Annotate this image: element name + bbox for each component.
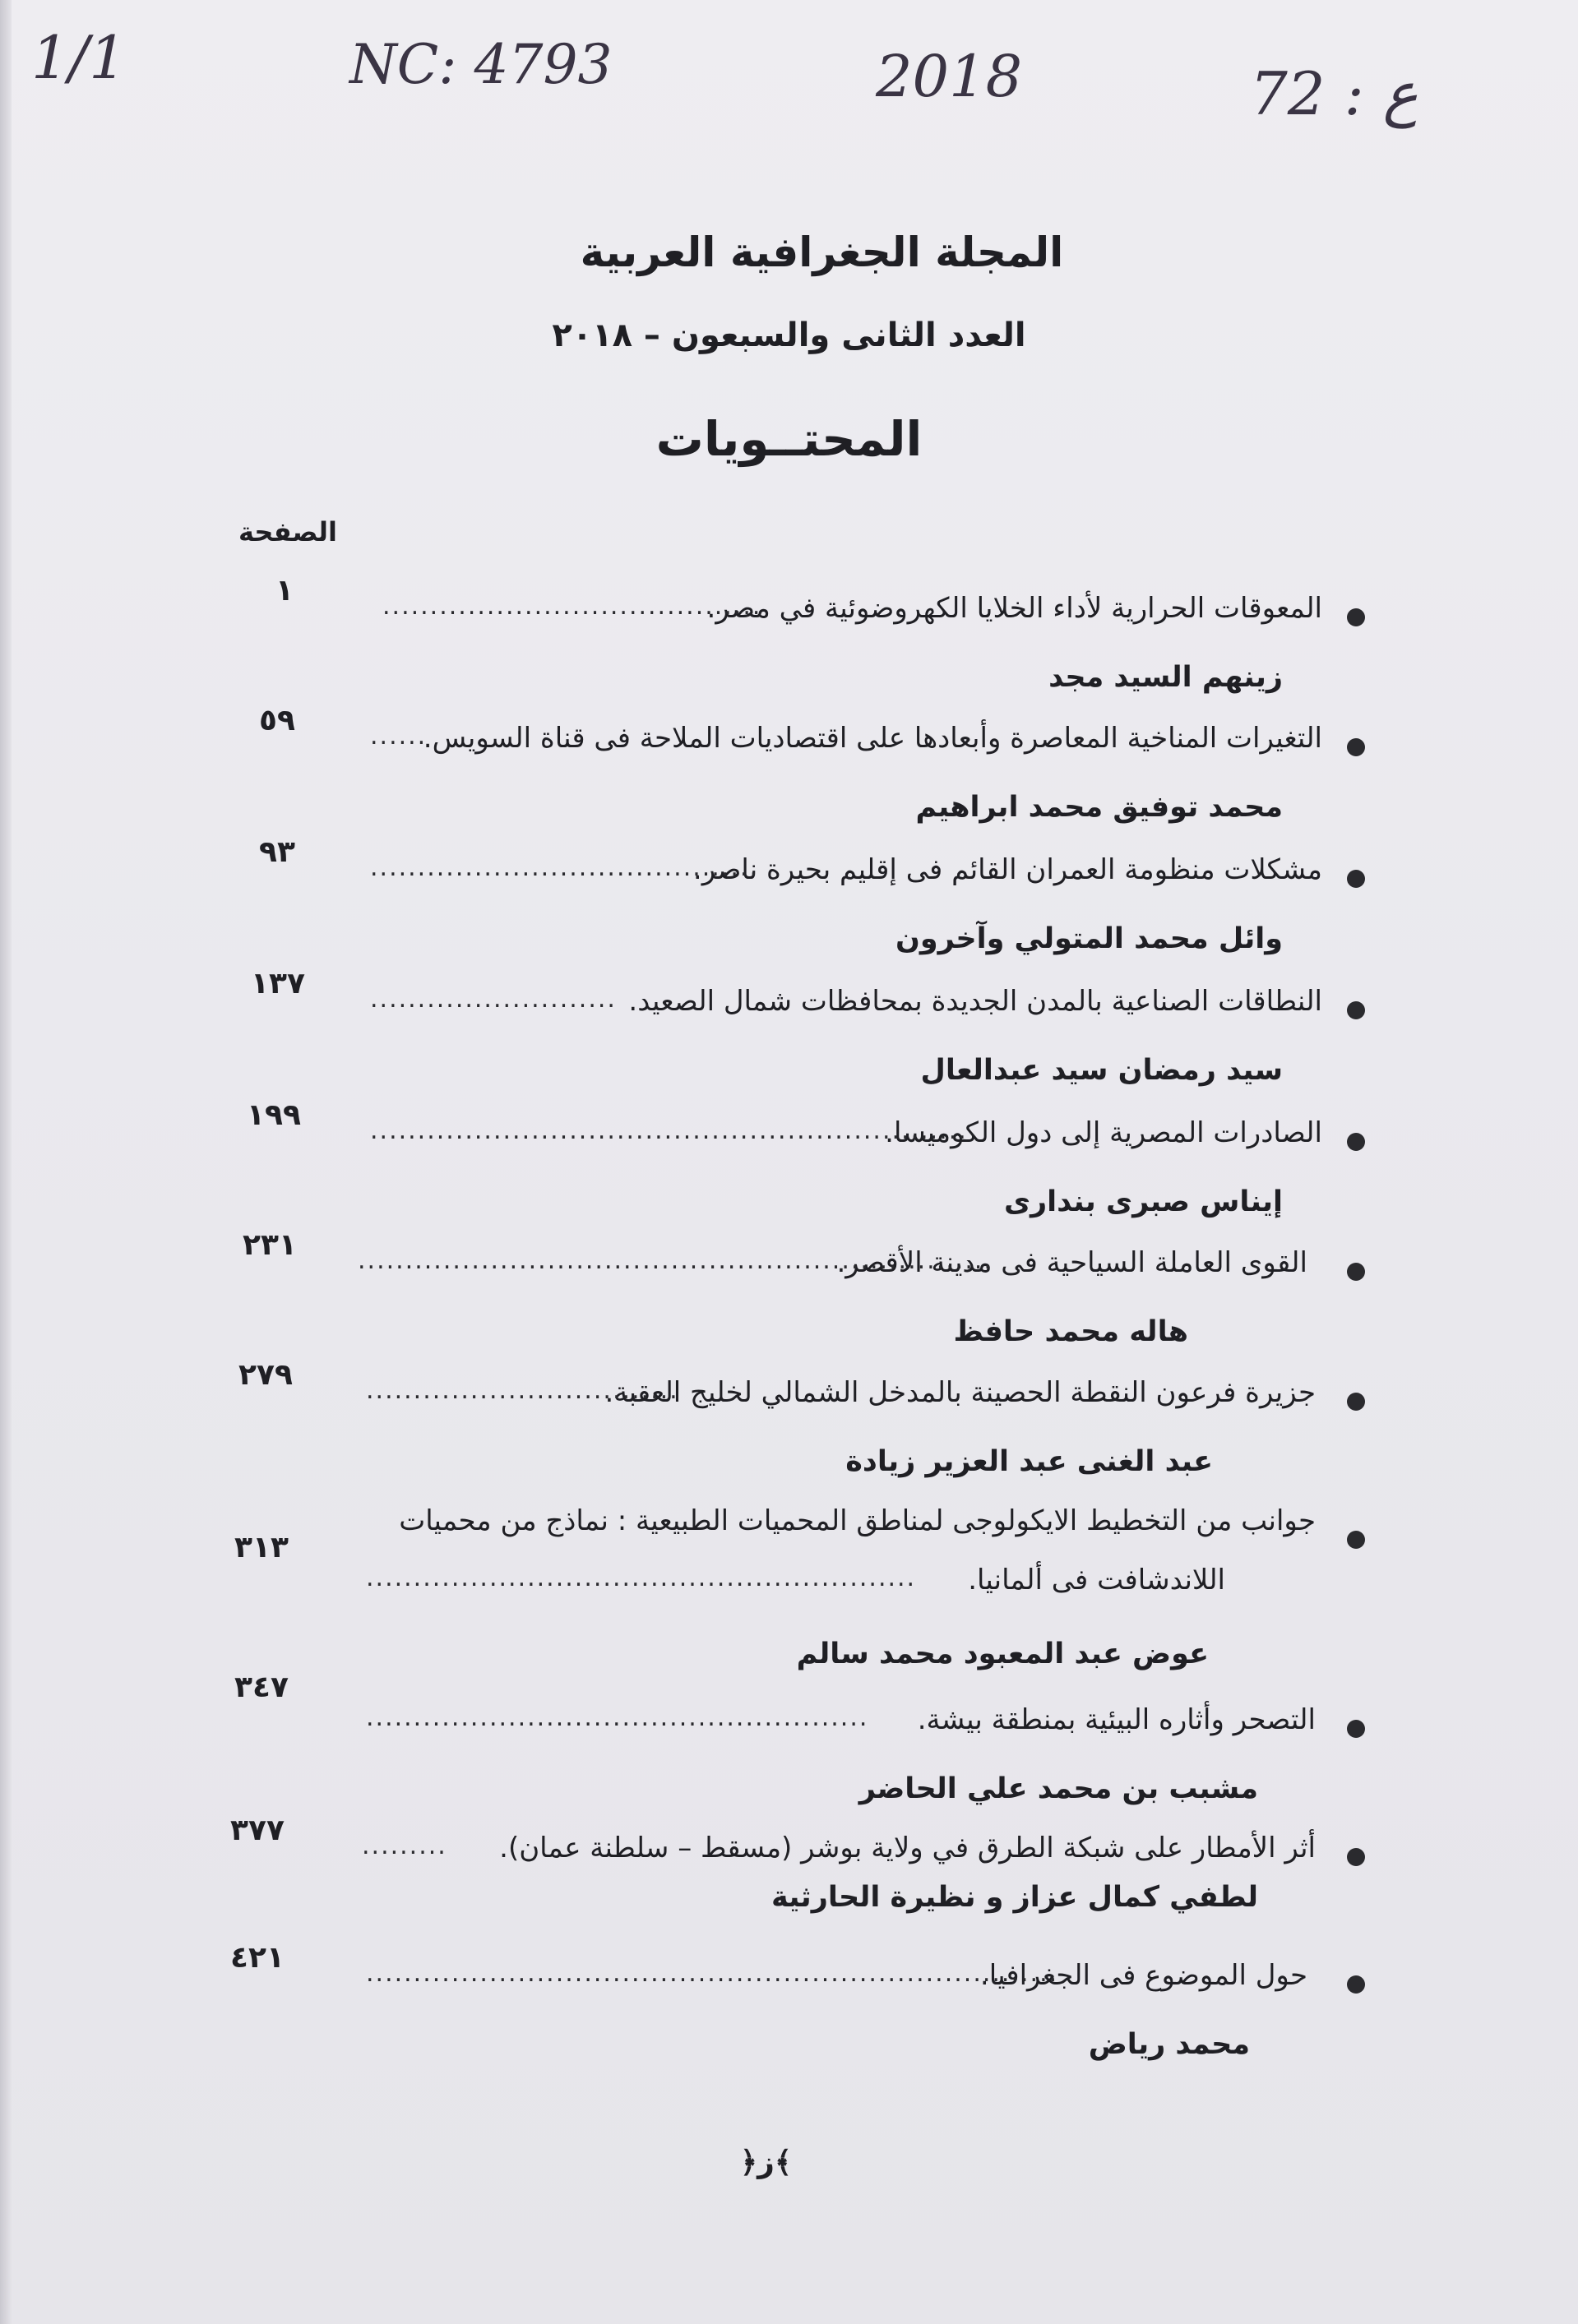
entry-title: التغيرات المناخية المعاصرة وأبعادها على اقتصاديات الملاحة فى قناة السويس. <box>423 722 1322 755</box>
entry-page-number: ٣١٣ <box>234 1531 289 1564</box>
page-column-label: الصفحة <box>238 516 338 548</box>
entry-author: وائل محمد المتولي وآخرون <box>895 922 1283 955</box>
handwritten-nc-number: NC: 4793 <box>349 33 613 96</box>
dot-leader: ......................................................................... <box>366 1959 1059 1988</box>
entry-title: النطاقات الصناعية بالمدن الجديدة بمحافظات شمال الصعيد. <box>628 985 1322 1018</box>
toc-entry[interactable] <box>214 1098 1365 1218</box>
toc-entry[interactable] <box>214 574 1365 694</box>
entry-page-number: ٢٧٩ <box>238 1358 293 1392</box>
entry-page-number: ١ <box>275 574 294 608</box>
dot-leader: .......................................................... <box>366 1564 917 1592</box>
page-marker: ﴿ز﴾ <box>740 2146 792 2179</box>
toc-entry[interactable] <box>214 1670 1365 1805</box>
entry-title-line2: اللاندشافت فى ألمانيا. <box>968 1564 1225 1596</box>
toc-entry[interactable] <box>214 967 1365 1087</box>
entry-author: إيناس صبرى بندارى <box>1003 1185 1283 1218</box>
entry-title: حول الموضوع فى الجغرافيا. <box>979 1959 1307 1992</box>
bullet-icon <box>1347 1263 1365 1281</box>
handwritten-folio: 1/1 <box>31 23 127 92</box>
entry-title: القوى العاملة السياحية فى مدينة الأقصر. <box>836 1246 1307 1279</box>
toc-entry[interactable] <box>214 1813 1365 1914</box>
entry-title: جزيرة فرعون النقطة الحصينة بالمدخل الشمالي لخليج العقبة. <box>604 1376 1316 1409</box>
bullet-icon <box>1347 870 1365 888</box>
entry-page-number: ٤٢١ <box>230 1941 285 1975</box>
bullet-icon <box>1347 1531 1365 1549</box>
toc-entry[interactable] <box>214 1941 1365 2061</box>
dot-leader: .......................... <box>370 985 617 1014</box>
dot-leader: ..................................................... <box>366 1703 869 1732</box>
entry-page-number: ١٣٧ <box>251 967 305 1000</box>
dot-leader: ......... <box>362 1832 447 1860</box>
handwritten-issue-number: ع : 72 <box>1250 59 1418 128</box>
dot-leader: ........................................ <box>382 592 762 621</box>
toc-entry[interactable] <box>214 1228 1365 1348</box>
entry-title: أثر الأمطار على شبكة الطرق في ولاية بوشر (مسقط – سلطنة عمان). <box>499 1832 1316 1864</box>
toc-entry[interactable] <box>214 1358 1365 1478</box>
entry-page-number: ٩٣ <box>259 835 295 869</box>
entry-author: سيد رمضان سيد عبدالعال <box>920 1054 1283 1087</box>
entry-page-number: ٥٩ <box>259 704 295 737</box>
issue-line: العدد الثانى والسبعون – ٢٠١٨ <box>552 316 1026 354</box>
entry-page-number: ١٩٩ <box>247 1098 301 1132</box>
entry-title: المعوقات الحرارية لأداء الخلايا الكهروضوئية في مصر. <box>706 592 1322 625</box>
bullet-icon <box>1347 608 1365 626</box>
bullet-icon <box>1347 738 1365 756</box>
bullet-icon <box>1347 1975 1365 1994</box>
entry-title: مشكلات منظومة العمران القائم فى إقليم بحيرة ناصر. <box>692 853 1322 886</box>
dot-leader: ...... <box>370 722 428 751</box>
bullet-icon <box>1347 1848 1365 1866</box>
handwritten-year: 2018 <box>876 43 1023 110</box>
entry-author: محمد رياض <box>1088 2028 1250 2061</box>
entry-title: الصادرات المصرية إلى دول الكوميسا. <box>885 1116 1322 1149</box>
journal-title: المجلة الجغرافية العربية <box>580 229 1064 276</box>
bullet-icon <box>1347 1001 1365 1019</box>
dot-leader: ................................. <box>366 1376 679 1405</box>
entry-author: محمد توفيق محمد ابراهيم <box>915 791 1283 824</box>
entry-page-number: ٣٤٧ <box>234 1670 289 1704</box>
bullet-icon <box>1347 1133 1365 1151</box>
entry-title: التصحر وأثاره البيئية بمنطقة بيشة. <box>917 1703 1316 1736</box>
bullet-icon <box>1347 1393 1365 1411</box>
entry-title: جوانب من التخطيط الايكولوجى لمناطق المحميات الطبيعية : نماذج من محميات <box>399 1504 1316 1537</box>
toc-entry[interactable] <box>214 704 1365 824</box>
entry-page-number: ٢٣١ <box>243 1228 297 1262</box>
entry-author: عوض عبد المعبود محمد سالم <box>796 1638 1209 1670</box>
entry-author: مشبب بن محمد علي الحاضر <box>858 1772 1258 1805</box>
entry-author: زينهم السيد مجد <box>1048 661 1283 694</box>
bullet-icon <box>1347 1720 1365 1738</box>
dot-leader: ............................................................... <box>370 1116 968 1145</box>
entry-page-number: ٣٧٧ <box>230 1813 285 1847</box>
entry-author: عبد الغنى عبد العزير زيادة <box>845 1445 1213 1478</box>
entry-author: هاله محمد حافظ <box>953 1315 1188 1348</box>
dot-leader: ......................................... <box>370 853 759 882</box>
dot-leader: ................................................................... <box>358 1246 993 1275</box>
entry-author: لطفي كمال عزاز و نظيرة الحارثية <box>771 1881 1258 1914</box>
toc-entry[interactable] <box>214 835 1365 955</box>
contents-title: المحتــويات <box>655 411 923 467</box>
toc-entry[interactable] <box>214 1498 1365 1670</box>
